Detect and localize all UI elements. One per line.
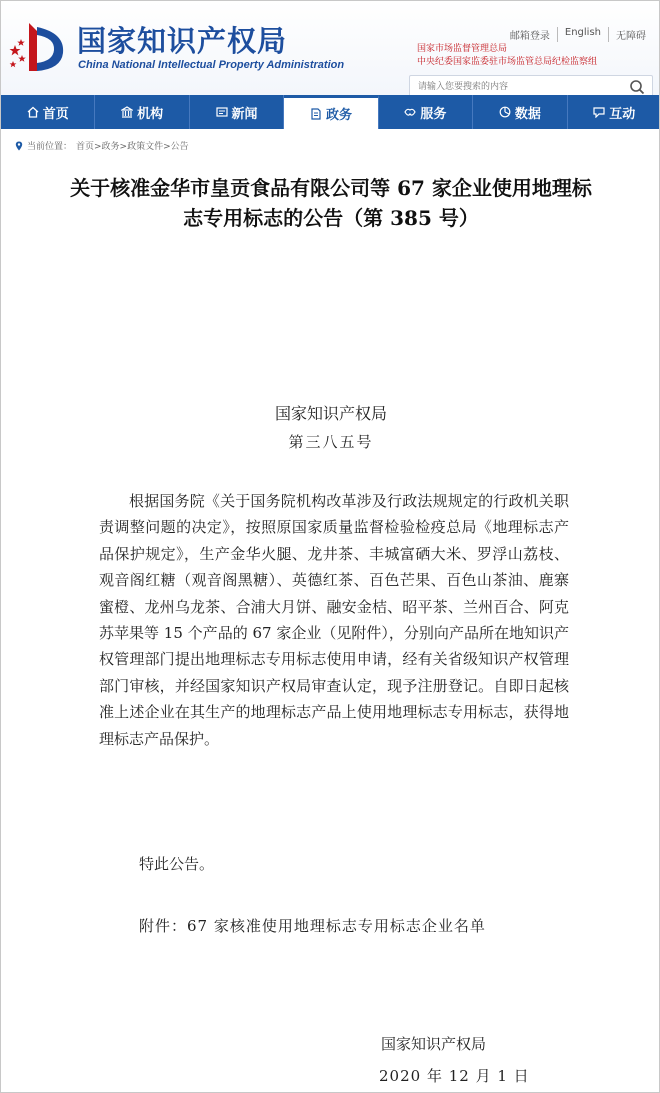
nav-item-label: 机构	[137, 106, 164, 122]
article-title: 关于核准金华市皇贡食品有限公司等 67 家企业使用地理标志专用标志的公告（第 385 号）	[70, 176, 592, 230]
mail-login-link[interactable]: 邮箱登录	[509, 31, 550, 42]
data-icon	[499, 106, 511, 118]
nav-item-data[interactable]	[473, 95, 567, 129]
location-pin-icon	[15, 141, 23, 151]
nav-item-label: 互动	[609, 106, 636, 122]
main-nav	[1, 95, 660, 129]
site-logo-subtitle: China National Intellectual Property Administration	[78, 59, 345, 71]
article-doc-number: 第三八五号	[288, 433, 374, 451]
affiliation-samr-link[interactable]: 国家市场监督管理总局	[417, 44, 508, 54]
breadcrumb	[15, 139, 189, 152]
news-icon	[216, 106, 228, 118]
home-icon	[27, 106, 39, 118]
article-body: 根据国务院《关于国务院机构改革涉及行政法规规定的行政机关职责调整问题的决定》，按照原国家质量监督检验检疫总局《地理标志产品保护规定》，生产金华火腿、龙井茶、丰城富硒大米、罗浮山荔枝、观音阁红糖（观音阁黑糖）、英德红茶、百色芒果、百色山茶油、鹿寨蜜橙、龙州乌龙茶、合浦大月饼、融安金桔、昭平茶、兰州百合、阿克苏苹果等 15 个产品的 67 家企业（见附件），分别向产品所在地知识产权管理部门提出地理标志专用标志使用申请，经有关省级知识产权管理部门审核，并经国家知识产权局审查认定，现予注册登记。自即日起核准上述企业在其生产的地理标志产品上使用地理标志专用标志，获得地理标志产品保护。	[99, 492, 569, 748]
service-icon	[404, 106, 416, 118]
nav-item-label: 新闻	[231, 106, 258, 122]
english-link[interactable]: English	[557, 27, 608, 42]
search-icon[interactable]	[624, 77, 650, 97]
nav-item-label: 数据	[514, 106, 541, 122]
building-icon	[121, 106, 133, 118]
nav-item-news[interactable]	[190, 95, 284, 129]
breadcrumb-prefix: 当前位置：	[27, 142, 73, 152]
signature-organization: 国家知识产权局	[381, 1035, 487, 1053]
nav-item-home[interactable]	[1, 95, 95, 129]
nav-item-organization[interactable]	[95, 95, 189, 129]
nav-item-services[interactable]	[379, 95, 473, 129]
document-icon	[310, 108, 322, 120]
nav-item-label: 首页	[42, 106, 69, 122]
interact-icon	[593, 106, 605, 118]
signature-date: 2020 年 12 月 1 日	[379, 1067, 530, 1085]
affiliation-discipline-link[interactable]: 中央纪委国家监委驻市场监管总局纪检监察组	[417, 57, 598, 67]
top-links	[503, 27, 653, 42]
cnipa-emblem-icon	[7, 19, 69, 75]
accessibility-link[interactable]: 无障碍	[608, 27, 653, 42]
nav-item-label: 服务	[420, 106, 447, 122]
article-issuer: 国家知识产权局	[274, 404, 387, 423]
nav-item-interaction[interactable]	[568, 95, 660, 129]
site-logo-title[interactable]: 国家知识产权局	[77, 24, 288, 58]
nav-item-label: 政务	[325, 108, 352, 123]
article-notice: 特此公告。	[139, 855, 215, 873]
nav-item-government-affairs[interactable]	[284, 95, 378, 129]
site-header	[1, 1, 660, 95]
breadcrumb-path[interactable]: 首页>政务>政策文件>公告	[76, 142, 189, 152]
attachment-link[interactable]: 附件：67 家核准使用地理标志专用标志企业名单	[139, 917, 486, 935]
